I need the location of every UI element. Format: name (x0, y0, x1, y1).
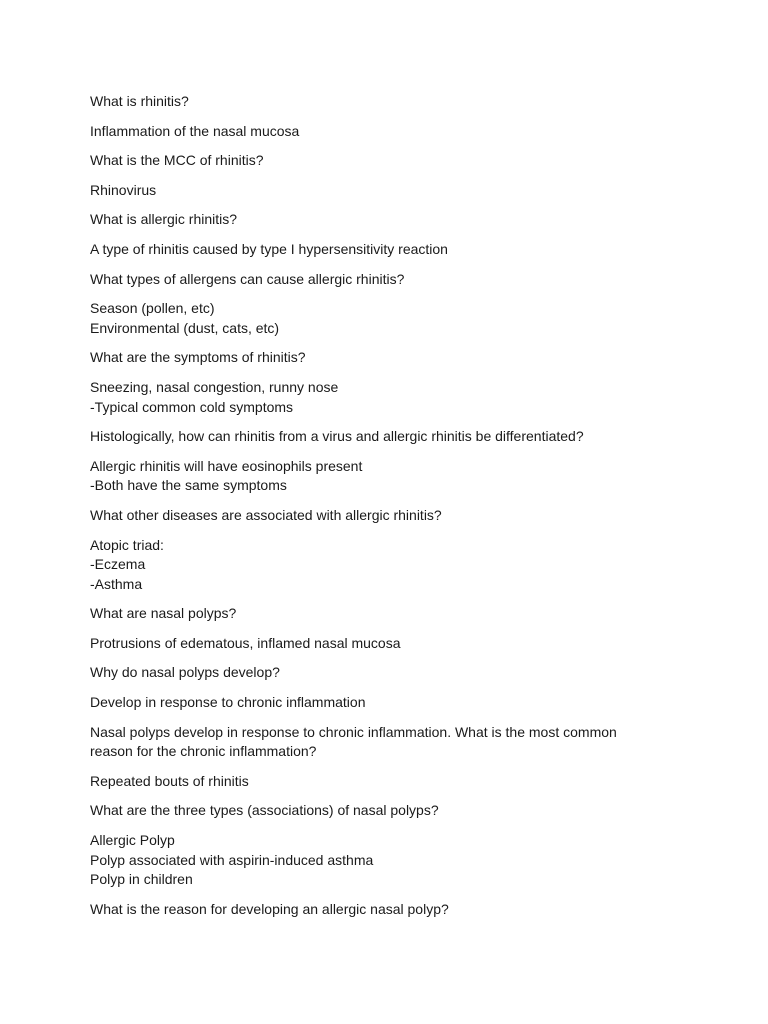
text-line: Nasal polyps develop in response to chronic inflammation. What is the most common (90, 723, 617, 740)
text-line: What are nasal polyps? (90, 605, 237, 622)
paragraph (90, 92, 690, 112)
text-line: What is allergic rhinitis? (90, 211, 238, 228)
paragraph (90, 634, 690, 654)
text-line: -Eczema (90, 556, 146, 573)
text-line: reason for the chronic inflammation? (90, 743, 317, 760)
text-line: Inflammation of the nasal mucosa (90, 122, 300, 139)
paragraph (90, 723, 690, 762)
document-body (90, 92, 690, 919)
document-page (90, 92, 690, 929)
paragraph (90, 427, 690, 447)
text-line: Histologically, how can rhinitis from a virus and allergic rhinitis be differentiated? (90, 428, 584, 445)
paragraph (90, 240, 690, 260)
text-line: Repeated bouts of rhinitis (90, 772, 249, 789)
paragraph (90, 536, 690, 595)
text-line: Protrusions of edematous, inflamed nasal mucosa (90, 634, 401, 651)
text-line: Season (pollen, etc) (90, 300, 215, 317)
text-line: What other diseases are associated with allergic rhinitis? (90, 506, 442, 523)
text-line: What is the MCC of rhinitis? (90, 152, 264, 169)
text-line: Polyp associated with aspirin-induced asthma (90, 851, 374, 868)
paragraph (90, 270, 690, 290)
text-line: Sneezing, nasal congestion, runny nose (90, 378, 339, 395)
text-line: Why do nasal polyps develop? (90, 664, 280, 681)
paragraph (90, 378, 690, 417)
paragraph (90, 348, 690, 368)
paragraph (90, 181, 690, 201)
text-line: Develop in response to chronic inflammation (90, 694, 366, 711)
text-line: -Both have the same symptoms (90, 477, 287, 494)
text-line: What are the three types (associations) of nasal polyps? (90, 802, 439, 819)
paragraph (90, 151, 690, 171)
paragraph (90, 210, 690, 230)
paragraph (90, 604, 690, 624)
text-line: What are the symptoms of rhinitis? (90, 349, 306, 366)
text-line: -Asthma (90, 575, 143, 592)
text-line: A type of rhinitis caused by type I hypersensitivity reaction (90, 240, 448, 257)
paragraph (90, 693, 690, 713)
paragraph (90, 122, 690, 142)
text-line: Polyp in children (90, 871, 193, 888)
text-line: Atopic triad: (90, 536, 164, 553)
paragraph (90, 801, 690, 821)
paragraph (90, 900, 690, 920)
text-line: What is the reason for developing an allergic nasal polyp? (90, 900, 449, 917)
paragraph (90, 506, 690, 526)
paragraph (90, 772, 690, 792)
text-line: -Typical common cold symptoms (90, 398, 294, 415)
text-line: What is rhinitis? (90, 93, 189, 109)
text-line: Allergic Polyp (90, 832, 175, 849)
text-line: Environmental (dust, cats, etc) (90, 319, 280, 336)
text-line: Rhinovirus (90, 181, 157, 198)
paragraph (90, 299, 690, 338)
paragraph (90, 663, 690, 683)
text-line: Allergic rhinitis will have eosinophils present (90, 457, 363, 474)
text-line: What types of allergens can cause allergic rhinitis? (90, 270, 405, 287)
paragraph (90, 457, 690, 496)
paragraph (90, 831, 690, 890)
